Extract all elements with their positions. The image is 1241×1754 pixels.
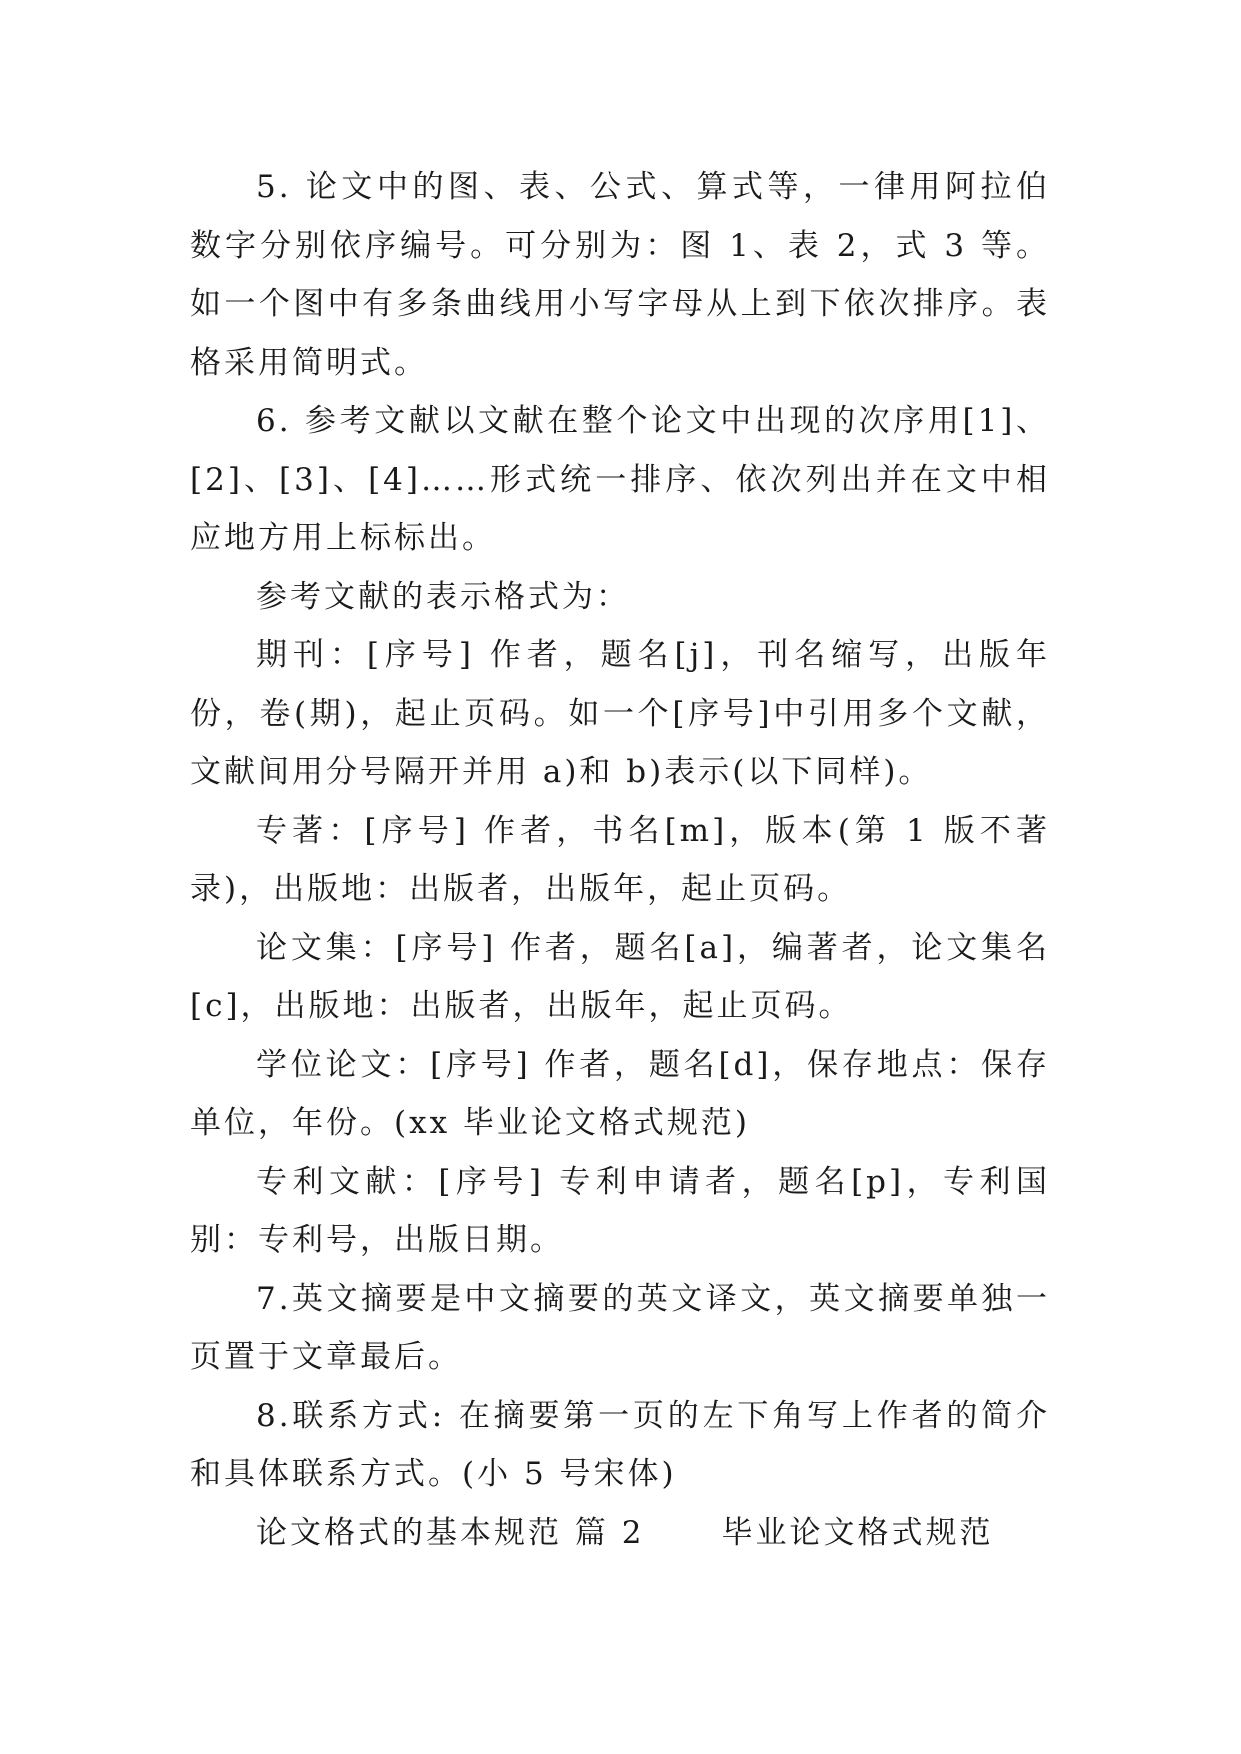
paragraph-journal-format: 期刊：[序号] 作者，题名[j]，刊名缩写，出版年份，卷(期)，起止页码。如一个[序号]中引用多个文献，文献间用分号隔开并用 a)和 b)表示(以下同样)。 (190, 637, 1050, 790)
paragraph-figures-tables: 5. 论文中的图、表、公式、算式等，一律用阿拉伯数字分别依序编号。可分别为：图 1、表 2，式 3 等。如一个图中有多条曲线用小写字母从上到下依次排序。表格采用简明式。 (190, 169, 1050, 381)
paragraph-patent-format: 专利文献：[序号] 专利申请者，题名[p]，专利国别：专利号，出版日期。 (190, 1163, 1050, 1258)
paragraph-contact-info: 8.联系方式: 在摘要第一页的左下角写上作者的简介和具体联系方式。(小 5 号宋体) (190, 1397, 1050, 1492)
paragraph-proceedings-format: 论文集：[序号] 作者，题名[a]，编著者，论文集名[c]，出版地：出版者，出版年，起止页码。 (190, 929, 1050, 1024)
section-heading-line: 论文格式的基本规范 篇 2 毕业论文格式规范 (256, 1514, 994, 1551)
paragraph-references-order: 6. 参考文献以文献在整个论文中出现的次序用[1]、[2]、[3]、[4]……形式统一排序、依次列出并在文中相应地方用上标标出。 (190, 403, 1050, 556)
paragraph-reference-format-intro: 参考文献的表示格式为： (256, 578, 630, 615)
paragraph-english-abstract: 7.英文摘要是中文摘要的英文译文，英文摘要单独一页置于文章最后。 (190, 1280, 1050, 1375)
paragraph-thesis-format: 学位论文：[序号] 作者，题名[d]，保存地点：保存单位，年份。(xx 毕业论文格式规范) (190, 1046, 1050, 1141)
paragraph-monograph-format: 专著：[序号] 作者，书名[m]，版本(第 1 版不著录)，出版地：出版者，出版年，起止页码。 (190, 812, 1050, 907)
document-body (190, 158, 1050, 1562)
